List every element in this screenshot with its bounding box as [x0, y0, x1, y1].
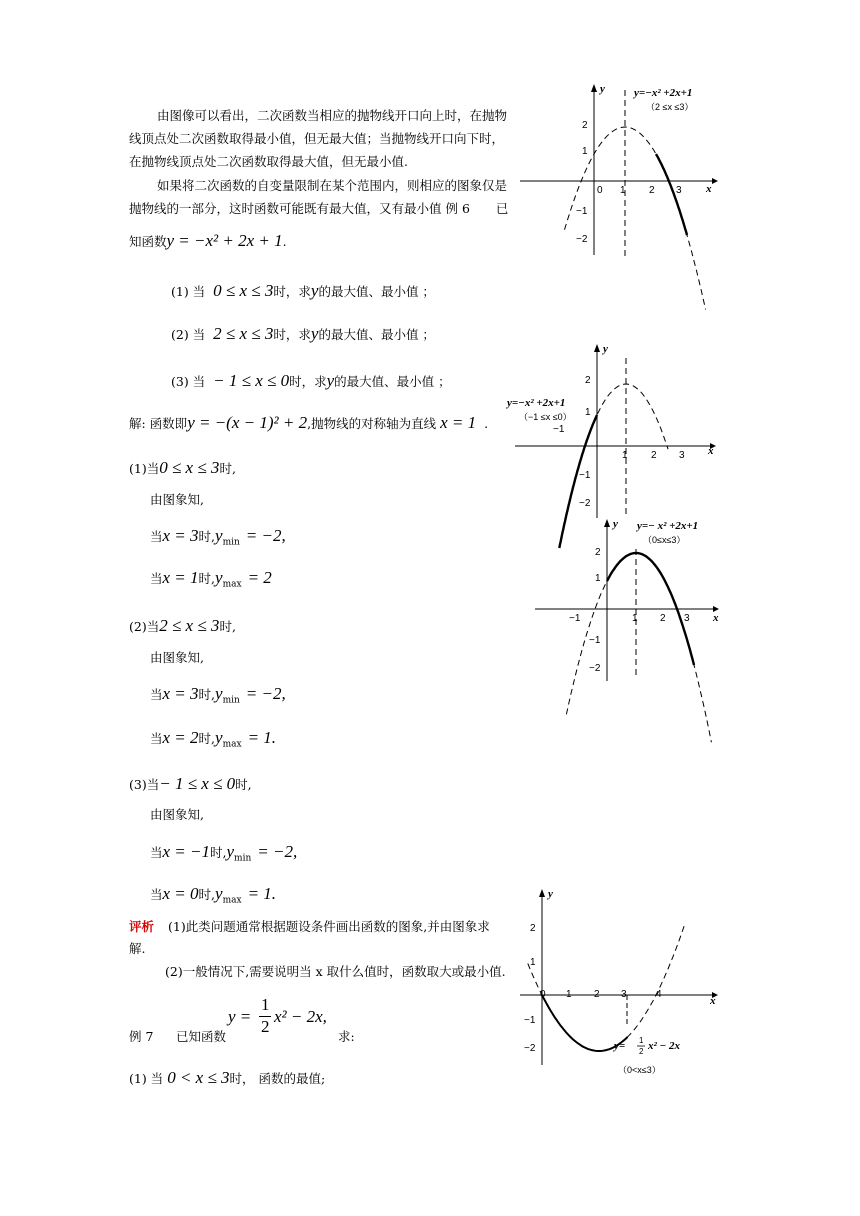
question-2-prefix: (2) 当	[171, 327, 206, 342]
part-3-r1-shi: 时,	[210, 845, 227, 860]
graph-1-tick-x-2: 2	[649, 185, 655, 196]
graph-2-y-arrow	[594, 344, 600, 352]
part-2-result-2	[150, 729, 276, 754]
example6-function: y = −x² + 2x + 1	[166, 231, 283, 250]
graph-1	[520, 80, 720, 260]
graph-2-tick-y-1: 1	[585, 407, 591, 418]
intro-line-1: 由图像可以看出，二次函数当相应的抛物线开口向上时，在抛物	[157, 108, 508, 123]
solution-intro-text: 解: 函数即	[129, 416, 188, 431]
graph-3-tick-x-1: 1	[632, 613, 638, 624]
solution-intro	[129, 414, 488, 433]
analysis-tag: 评析	[129, 919, 155, 934]
part-3-result-2	[150, 885, 276, 910]
graph-1-y-arrow	[591, 84, 597, 92]
example7-label: 例 7	[129, 1029, 154, 1044]
intro-line-6-end: .	[282, 234, 287, 249]
graph-1-tick-x-1: 1	[620, 185, 626, 196]
part-3-range: − 1 ≤ x ≤ 0	[159, 774, 236, 793]
graph-4-tick-y-2: 2	[530, 923, 536, 934]
part-3-r1-sub: min	[234, 853, 252, 864]
graph-4-y-label: y	[548, 888, 553, 900]
graph-2-tick-x-3: 3	[679, 450, 685, 461]
graph-4-function-a: y=	[614, 1040, 626, 1052]
example7-q1-suffix: 时， 函数的最值;	[229, 1071, 326, 1086]
part-3-know: 由图象知,	[150, 807, 204, 822]
intro-line-6	[129, 232, 287, 251]
part-3-result-1	[150, 843, 297, 868]
example7-formula-rest: x² − 2x,	[274, 1007, 327, 1026]
graph-1-tick-y-m1: −1	[576, 206, 588, 217]
question-3	[171, 372, 451, 391]
graph-3-tick-y-m2: −2	[589, 663, 601, 674]
graph-4-parabola-dashed	[528, 925, 685, 1051]
example7-q1-prefix: (1) 当	[129, 1071, 164, 1086]
solution-intro-end: .	[484, 416, 489, 431]
part-2-r2-x: x = 2	[162, 728, 199, 747]
symmetry-axis: x = 1	[440, 413, 477, 432]
graph-1-tick-x-3: 3	[676, 185, 682, 196]
part-1-r1-shi: 时,	[198, 529, 216, 544]
part-1-r1-sub: min	[222, 537, 240, 548]
graph-1-tick-y-m2: −2	[576, 234, 588, 245]
analysis-line-3: (2)一般情况下,需要说明当 x 取什么值时，函数取大或最小值.	[165, 964, 506, 979]
graph-2-x-label: x	[708, 445, 714, 457]
question-1-suffix-b: 的最大值、最小值 ；	[318, 284, 435, 299]
part-1-r1-x: x = 3	[162, 526, 199, 545]
graph-3-tick-y-1: 1	[595, 573, 601, 584]
part-1-r2-pre: 当	[150, 571, 163, 586]
graph-1-domain: （2 ≤x ≤3）	[646, 102, 694, 112]
graph-1-x-label: x	[706, 183, 712, 195]
graph-3-x-label: x	[713, 612, 719, 624]
part-2-r2-shi: 时,	[198, 731, 216, 746]
graph-3-tick-y-m1: −1	[589, 635, 601, 646]
part-1-r1-val: = −2,	[245, 526, 286, 545]
part-2-r2-sub: max	[222, 739, 242, 750]
intro-line-5	[129, 200, 508, 218]
part-3-r2-sub: max	[222, 895, 242, 906]
graph-3-tick-x-m1: −1	[569, 613, 581, 624]
graph-1-tick-y-1: 1	[582, 146, 588, 157]
graph-2-tick-x-m1: −1	[553, 424, 565, 435]
part-1-label: (1)当	[129, 461, 160, 476]
analysis-line-1	[129, 918, 490, 936]
graph-4-tick-x-1: 1	[566, 989, 572, 1000]
graph-4-domain: （0<x≤3）	[618, 1065, 661, 1075]
graph-2-tick-y-2: 2	[585, 375, 591, 386]
part-2-r1-y: y	[215, 684, 223, 703]
part-2-know: 由图象知,	[150, 650, 204, 665]
part-3-r2-y: y	[215, 884, 223, 903]
question-2	[171, 325, 435, 344]
part-2-result-1	[150, 685, 286, 710]
example7-text: 已知函数	[176, 1029, 227, 1044]
example7-ask: 求:	[338, 1029, 355, 1044]
part-3-shi: 时,	[235, 777, 252, 792]
graph-4-x-label: x	[710, 995, 716, 1007]
part-3-r1-pre: 当	[150, 845, 163, 860]
part-2-r1-shi: 时,	[198, 687, 216, 702]
part-2-heading	[129, 617, 236, 636]
graph-3-function: y=− x² +2x+1	[637, 520, 699, 532]
graph-3-y-label: y	[613, 518, 618, 530]
graph-4-tick-x-3: 3	[621, 989, 627, 1000]
example7-formula-num: 1	[261, 995, 270, 1014]
graph-3-domain: （0≤x≤3）	[643, 535, 686, 545]
graph-4-y-arrow	[539, 889, 545, 897]
graph-2-y-label: y	[603, 343, 608, 355]
graph-4-function-b: x² − 2x	[648, 1040, 680, 1052]
graph-2	[505, 340, 720, 520]
graph-4-function-den: 2	[639, 1047, 644, 1056]
part-2-shi: 时,	[219, 619, 236, 634]
graph-3	[533, 515, 723, 685]
graph-4-tick-x-4: 4	[656, 989, 662, 1000]
part-3-r2-x: x = 0	[162, 884, 199, 903]
part-1-shi: 时,	[219, 461, 236, 476]
question-1-prefix: (1) 当	[171, 284, 206, 299]
question-3-suffix-b: 的最大值、最小值 ；	[334, 374, 451, 389]
example7-q1-range: 0 < x ≤ 3	[167, 1068, 230, 1087]
graph-3-tick-y-2: 2	[595, 547, 601, 558]
graph-4-tick-x-2: 2	[594, 989, 600, 1000]
part-3-r2-shi: 时,	[198, 887, 216, 902]
intro-line-4: 如果将二次函数的自变量限制在某个范围内，则相应的图象仅是	[157, 178, 508, 193]
graph-1-x-arrow	[712, 178, 718, 184]
graph-1-tick-y-2: 2	[582, 120, 588, 131]
part-2-r1-sub: min	[222, 695, 240, 706]
question-3-range: − 1 ≤ x ≤ 0	[213, 371, 290, 390]
part-2-label: (2)当	[129, 619, 160, 634]
question-3-prefix: (3) 当	[171, 374, 206, 389]
part-3-r2-pre: 当	[150, 887, 163, 902]
part-1-r2-x: x = 1	[162, 568, 199, 587]
graph-2-tick-y-m1: −1	[579, 470, 591, 481]
question-1-suffix-a: 时，求	[273, 284, 311, 299]
analysis-p1: (1)此类问题通常根据题设条件画出函数的图象,并由图象求	[168, 919, 490, 934]
graph-2-tick-x-2: 2	[651, 450, 657, 461]
part-1-r2-y: y	[215, 568, 223, 587]
part-1-r1-pre: 当	[150, 529, 163, 544]
part-1-result-2	[150, 569, 272, 594]
question-1-range: 0 ≤ x ≤ 3	[213, 281, 274, 300]
example7-question-1	[129, 1069, 325, 1088]
part-3-r2-val: = 1.	[247, 884, 277, 903]
graph-4-tick-y-1: 1	[530, 957, 536, 968]
vertex-form: y = −(x − 1)² + 2	[187, 413, 308, 432]
part-2-r2-pre: 当	[150, 731, 163, 746]
graph-4	[518, 885, 723, 1085]
graph-2-tick-y-m2: −2	[579, 498, 591, 509]
part-1-range: 0 ≤ x ≤ 3	[159, 458, 220, 477]
question-2-range: 2 ≤ x ≤ 3	[213, 324, 274, 343]
question-3-var: y	[326, 371, 335, 390]
part-3-label: (3)当	[129, 777, 160, 792]
part-3-r1-val: = −2,	[257, 842, 298, 861]
graph-1-parabola-solid	[656, 154, 687, 235]
example7-formula-y: y =	[228, 1007, 252, 1026]
part-1-r1-y: y	[215, 526, 223, 545]
part-1-r2-val: = 2	[247, 568, 272, 587]
graph-1-function: y=−x² +2x+1	[634, 87, 693, 99]
graph-3-tick-x-3: 3	[684, 613, 690, 624]
question-1	[171, 282, 435, 301]
question-2-suffix-b: 的最大值、最小值 ；	[318, 327, 435, 342]
part-1-result-1	[150, 527, 286, 552]
part-2-r1-pre: 当	[150, 687, 163, 702]
part-1-r2-sub: max	[222, 579, 242, 590]
part-2-r2-y: y	[215, 728, 223, 747]
part-3-r1-y: y	[226, 842, 235, 861]
graph-2-tick-x-1: 1	[622, 450, 628, 461]
intro-line-6-text: 知函数	[129, 234, 167, 249]
example7-formula-den: 2	[261, 1017, 270, 1036]
intro-line-2: 线顶点处二次函数取得最小值，但无最大值；当抛物线开口向下时，	[129, 131, 505, 146]
question-2-var: y	[310, 324, 319, 343]
graph-2-function: y=−x² +2x+1	[507, 397, 566, 409]
part-1-know: 由图象知,	[150, 492, 204, 507]
part-3-r1-x: x = −1	[162, 842, 211, 861]
graph-2-domain: （−1 ≤x ≤0）	[519, 412, 572, 422]
part-1-heading	[129, 459, 236, 478]
intro-line-5-end: 已	[495, 201, 509, 216]
graph-4-tick-x-0: 0	[540, 989, 546, 1000]
graph-1-y-label: y	[600, 83, 605, 95]
graph-4-tick-y-m1: −1	[524, 1015, 536, 1026]
graph-1-tick-x-0: 0	[597, 185, 603, 196]
part-2-r1-x: x = 3	[162, 684, 199, 703]
question-1-var: y	[310, 281, 319, 300]
question-2-suffix-a: 时，求	[273, 327, 311, 342]
graph-4-function-num: 1	[639, 1036, 644, 1045]
intro-line-3: 在抛物线顶点处二次函数取得最大值，但无最小值.	[129, 154, 408, 169]
graph-4-tick-y-m2: −2	[524, 1043, 536, 1054]
part-3-heading	[129, 775, 252, 794]
question-3-suffix-a: 时，求	[289, 374, 327, 389]
graph-3-y-arrow	[604, 519, 610, 527]
part-1-r2-shi: 时,	[198, 571, 216, 586]
analysis-line-2: 解.	[129, 941, 146, 956]
part-2-r2-val: = 1.	[247, 728, 277, 747]
part-2-range: 2 ≤ x ≤ 3	[159, 616, 220, 635]
intro-line-5-text: 抛物线的一部分，这时函数可能既有最大值，又有最小值 例 6	[129, 201, 470, 216]
graph-3-tick-x-2: 2	[660, 613, 666, 624]
solution-intro-text-b: ,抛物线的对称轴为直线	[307, 416, 437, 431]
part-2-r1-val: = −2,	[245, 684, 286, 703]
